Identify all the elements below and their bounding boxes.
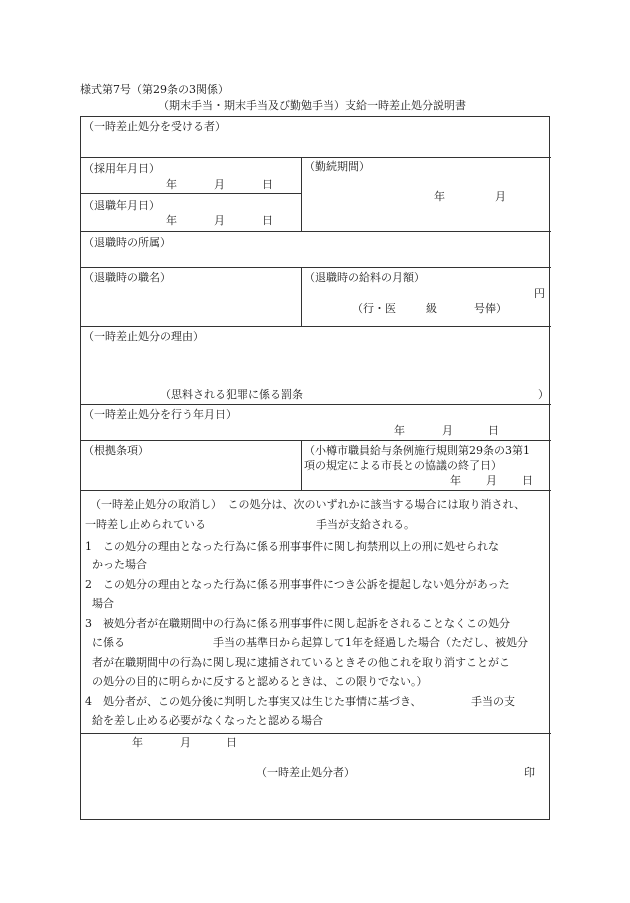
recipient-label: （一時差止処分を受ける者） bbox=[83, 120, 226, 133]
column-divider bbox=[301, 157, 302, 231]
cancellation-line: かった場合 bbox=[92, 558, 147, 571]
signature-day: 日 bbox=[226, 736, 237, 749]
service-period-label: （勤続期間） bbox=[304, 160, 370, 173]
cancellation-line: の処分の目的に明らかに反すると認めるときは、この限りでない。） bbox=[92, 675, 428, 688]
seal-mark: 印 bbox=[524, 766, 535, 779]
penalty-clause-close: ） bbox=[538, 388, 549, 401]
position-label: （退職時の職名） bbox=[83, 271, 171, 284]
row-divider bbox=[81, 733, 551, 734]
signature-month: 月 bbox=[180, 736, 191, 749]
yen-unit: 円 bbox=[534, 287, 545, 300]
basis-month: 月 bbox=[486, 474, 497, 487]
form-number: 様式第7号（第29条の3関係） bbox=[80, 83, 229, 96]
salary-step: 号俸） bbox=[474, 302, 507, 315]
retire-month: 月 bbox=[214, 214, 225, 227]
service-months: 月 bbox=[495, 190, 506, 203]
basis-text-line2: 項の規定による市長との協議の終了日） bbox=[304, 459, 502, 472]
row-divider bbox=[81, 326, 551, 327]
cancellation-line: 場合 bbox=[92, 597, 114, 610]
row-divider bbox=[81, 193, 301, 194]
cancellation-line: 1 この処分の理由となった行為に係る刑事事件に関し拘禁刑以上の刑に処せられな bbox=[85, 540, 499, 553]
cancellation-line: （一時差止処分の取消し） この処分は、次のいずれかに該当する場合には取り消され、 bbox=[90, 498, 526, 511]
penalty-clause-label: （思料される犯罪に係る罰条 bbox=[160, 388, 303, 401]
hire-day: 日 bbox=[262, 178, 273, 191]
basis-year: 年 bbox=[450, 474, 461, 487]
cancellation-line: 3 被処分者が在職期間中の行為に係る刑事事件に関し起訴をされることなくこの処分 bbox=[85, 617, 510, 630]
cancellation-line: 2 この処分の理由となった行為に係る刑事事件につき公訴を提起しない処分があった bbox=[85, 578, 510, 591]
row-divider bbox=[81, 490, 551, 491]
execution-date-label: （一時差止処分を行う年月日） bbox=[83, 408, 237, 421]
page-title: （期末手当・期末手当及び勤勉手当）支給一時差止処分説明書 bbox=[158, 99, 466, 112]
execution-month: 月 bbox=[442, 424, 453, 437]
retire-year: 年 bbox=[166, 214, 177, 227]
salary-label: （退職時の給料の月額） bbox=[304, 271, 425, 284]
signature-year: 年 bbox=[132, 736, 143, 749]
hire-month: 月 bbox=[214, 178, 225, 191]
cancellation-line: 4 処分者が、この処分後に判明した事実又は生じた事情に基づき、 手当の支 bbox=[85, 695, 516, 708]
retire-day: 日 bbox=[262, 214, 273, 227]
row-divider bbox=[81, 157, 551, 158]
basis-label: （根拠条項） bbox=[83, 444, 149, 457]
executor-label: （一時差止処分者） bbox=[256, 766, 355, 779]
service-years: 年 bbox=[434, 190, 445, 203]
salary-grade-open: （行・医 bbox=[352, 302, 396, 315]
row-divider bbox=[81, 231, 551, 232]
column-divider bbox=[301, 440, 302, 490]
column-divider bbox=[301, 267, 302, 326]
hire-year: 年 bbox=[166, 178, 177, 191]
row-divider bbox=[81, 267, 551, 268]
row-divider bbox=[81, 440, 551, 441]
cancellation-line: 給を差し止める必要がなくなったと認める場合 bbox=[92, 714, 323, 727]
salary-grade: 級 bbox=[426, 302, 437, 315]
execution-year: 年 bbox=[394, 424, 405, 437]
cancellation-line: に係る 手当の基準日から起算して1年を経過した場合（ただし、被処分 bbox=[92, 636, 528, 649]
row-divider bbox=[81, 404, 551, 405]
retire-date-label: （退職年月日） bbox=[83, 199, 160, 212]
basis-day: 日 bbox=[522, 474, 533, 487]
affiliation-label: （退職時の所属） bbox=[83, 236, 171, 249]
cancellation-line: 者が在職期間中の行為に関し現に逮捕されているときその他これを取り消すことがこ bbox=[92, 656, 510, 669]
reason-label: （一時差止処分の理由） bbox=[83, 330, 204, 343]
hire-date-label: （採用年月日） bbox=[83, 162, 160, 175]
basis-text-line1: （小樽市職員給与条例施行規則第29条の3第1 bbox=[304, 444, 530, 457]
execution-day: 日 bbox=[488, 424, 499, 437]
cancellation-line: 一時差し止められている 手当が支給される。 bbox=[85, 518, 415, 531]
